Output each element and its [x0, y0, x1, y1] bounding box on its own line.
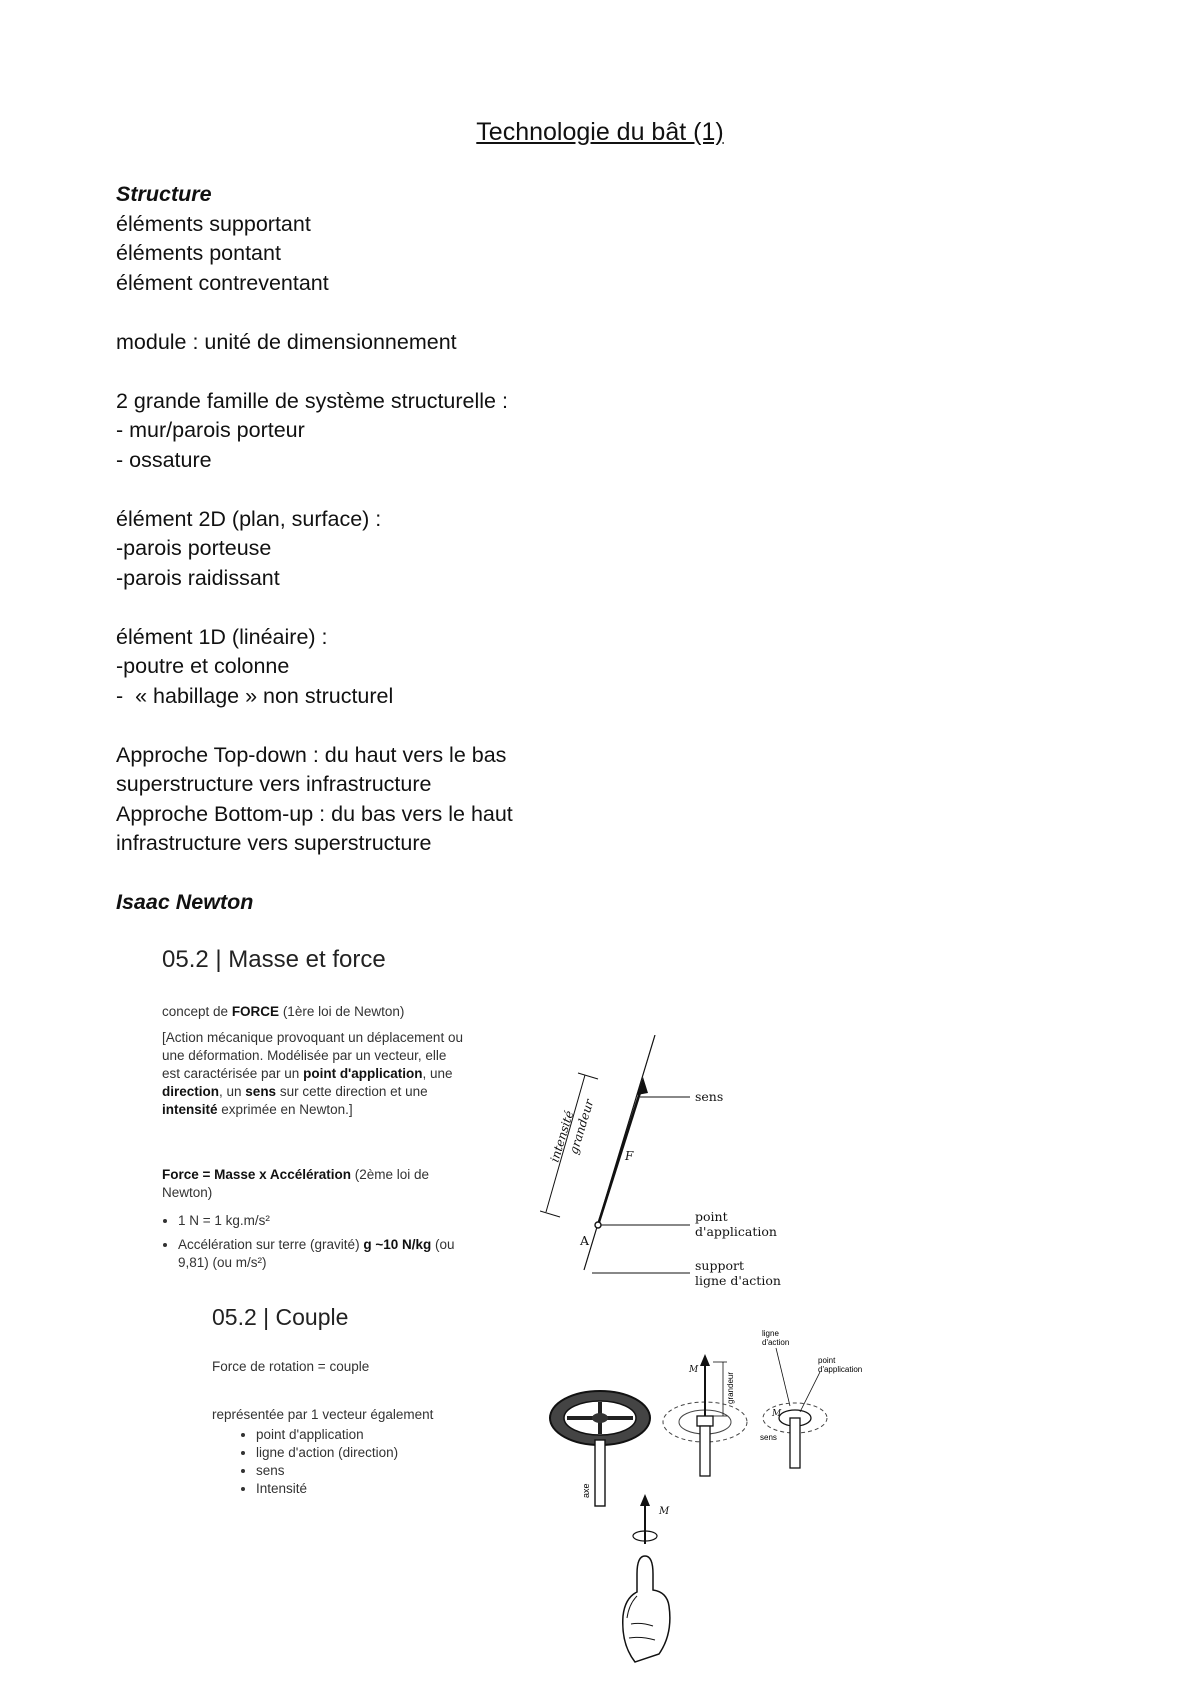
application-point: [595, 1222, 601, 1228]
force-vector-diagram: [540, 1035, 840, 1295]
f-label: F: [625, 1149, 634, 1163]
point-label-2: d'application: [695, 1224, 777, 1239]
bullet-item: • sens: [256, 1462, 398, 1480]
law-bullets: [162, 1212, 482, 1272]
svg-text:d'action: d'action: [762, 1338, 790, 1347]
approach-line: superstructure vers infrastructure: [116, 772, 432, 796]
couple-line: Force de rotation = couple: [212, 1359, 370, 1374]
family-item: - mur/parois porteur: [116, 418, 305, 442]
bullet-item: • ligne d'action (direction): [256, 1444, 398, 1462]
svg-text:sens: sens: [760, 1433, 777, 1442]
svg-text:point: point: [818, 1356, 836, 1365]
newton-heading: Isaac Newton: [116, 890, 254, 914]
element-2d-intro: élément 2D (plan, surface) :: [116, 506, 382, 531]
force-description: [Action mécanique provoquant un déplacement ou une déformation. Modélisée par un vecteur, elle est caractérisée par un point d'application, une direction, un sens sur cette direction et une intensité exprimée en Newton.]: [162, 1030, 463, 1117]
support-label-2: ligne d'action: [695, 1273, 781, 1288]
page-title: Technologie du bât (1): [476, 118, 724, 146]
svg-text:M: M: [659, 1506, 670, 1517]
a-label: A: [580, 1233, 590, 1248]
slide-masse-force: [150, 940, 781, 1290]
svg-text:M: M: [689, 1365, 699, 1375]
structure-heading: Structure: [116, 182, 212, 206]
intensity-label: intensité: [547, 1108, 577, 1164]
svg-text:d'application: d'application: [818, 1365, 863, 1374]
couple-bullets: [240, 1426, 398, 1498]
slide-title: 05.2 | Couple: [212, 1304, 349, 1330]
approach-line: infrastructure vers superstructure: [116, 831, 432, 855]
structure-item: éléments supportant: [116, 211, 311, 236]
element-1d-item: - « habillage » non structurel: [116, 683, 394, 708]
element-2d-item: -parois raidissant: [116, 565, 280, 590]
svg-text:ligne: ligne: [762, 1329, 779, 1338]
grandeur-label: grandeur: [566, 1097, 597, 1156]
slide-couple: [200, 1300, 900, 1680]
bolt-labels-drawing: [760, 1328, 880, 1478]
element-1d-item: -poutre et colonne: [116, 654, 290, 678]
arrow-head: [637, 1077, 648, 1095]
svg-text:axe: axe: [581, 1483, 591, 1498]
concept-line: concept de FORCE (1ère loi de Newton): [162, 1004, 405, 1019]
steering-wheel-drawing: [545, 1380, 655, 1510]
approach-line: Approche Bottom-up : du bas vers le haut: [116, 801, 513, 826]
slide-title: 05.2 | Masse et force: [162, 946, 386, 973]
element-1d-intro: élément 1D (linéaire) :: [116, 624, 328, 649]
structure-item: élément contreventant: [116, 270, 329, 295]
hand-moment-drawing: [615, 1494, 705, 1674]
bullet-item: • Intensité: [256, 1480, 398, 1498]
module-line: module : unité de dimensionnement: [116, 329, 457, 354]
newton-law: Force = Masse x Accélération (2ème loi de Newton): [162, 1167, 430, 1200]
bullet-item: • 1 N = 1 kg.m/s²: [178, 1212, 482, 1230]
sens-label: sens: [695, 1089, 724, 1104]
element-2d-item: -parois porteuse: [116, 536, 272, 560]
bullet-item: • Accélération sur terre (gravité) g ~10 N/kg (ou 9,81) (ou m/s²): [178, 1236, 482, 1272]
notes-body: [116, 180, 513, 918]
family-item: - ossature: [116, 447, 212, 472]
approach-line: Approche Top-down : du haut vers le bas: [116, 742, 507, 767]
support-label: support: [695, 1258, 744, 1273]
svg-text:M: M: [772, 1409, 782, 1419]
force-vector: [598, 1083, 643, 1225]
svg-text:grandeur: grandeur: [726, 1371, 735, 1404]
bolt-moment-drawing: [655, 1342, 765, 1482]
point-label: point: [695, 1209, 728, 1224]
support-line: [584, 1035, 655, 1270]
couple-line: représentée par 1 vecteur également: [212, 1407, 434, 1422]
structure-item: éléments pontant: [116, 241, 281, 265]
families-intro: 2 grande famille de système structurelle :: [116, 388, 508, 413]
bullet-item: • point d'application: [256, 1426, 398, 1444]
